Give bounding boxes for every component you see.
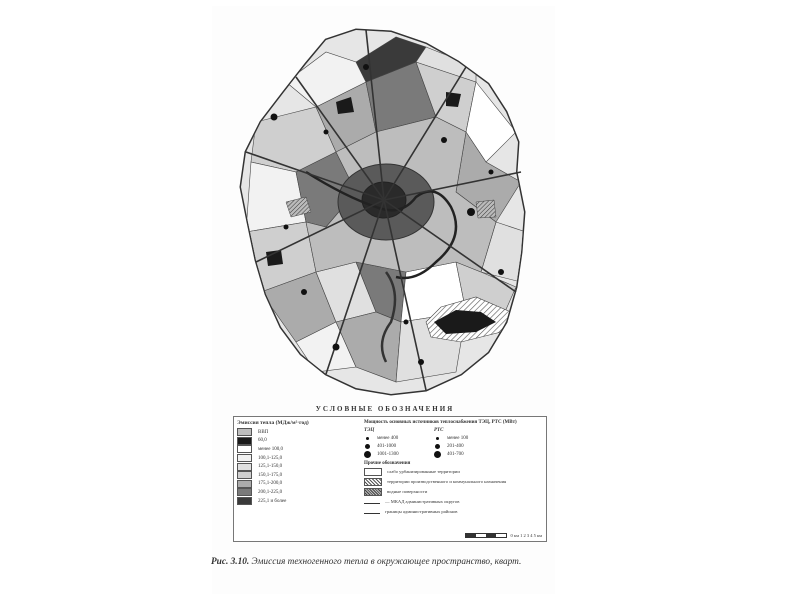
tec-size-dot — [366, 437, 369, 440]
rts-size-dot — [434, 451, 441, 458]
figure-number: Рис. 3.10. — [211, 557, 250, 567]
heat-class-swatch — [237, 497, 252, 505]
heat-emission-map — [226, 22, 542, 400]
scale-bar-line — [465, 533, 507, 538]
power-legend-header: Мощность основных источников теплоснабжения ТЭЦ, РТС (МВт) — [364, 420, 517, 425]
other-legend-header: Прочие обозначения — [364, 461, 411, 466]
tec-size-row — [364, 450, 434, 458]
power-columns — [364, 428, 542, 458]
other-symbol-swatch — [364, 488, 382, 496]
rts-size-row — [434, 442, 504, 450]
heat-class-swatch — [237, 445, 252, 453]
rts-size-label: 401-700 — [447, 451, 464, 457]
rts-size-label: менее 100 — [447, 435, 469, 441]
tec-column-header: ТЭЦ — [364, 428, 375, 433]
heat-class-row — [237, 454, 357, 463]
other-symbol-swatch — [364, 513, 380, 514]
other-symbol-label: — МКАД административных округов — [385, 499, 460, 504]
other-symbol-row — [364, 497, 542, 506]
heat-class-row — [237, 445, 357, 454]
other-symbols-list — [364, 467, 542, 516]
heat-class-row — [237, 471, 357, 480]
tec-size-label: менее 400 — [377, 435, 399, 441]
tec-size-list — [364, 434, 434, 458]
figure-caption-text: Эмиссия техногенного тепла в окружающее пространство, кварт. — [251, 557, 522, 567]
moscow-map-svg — [226, 22, 542, 400]
other-symbol-swatch — [364, 468, 382, 476]
rts-column-header: РТС — [434, 428, 444, 433]
heat-class-swatch — [237, 428, 252, 436]
tec-size-dot — [364, 451, 371, 458]
heat-class-row — [237, 437, 357, 446]
other-symbol-row — [364, 467, 542, 476]
rts-size-dot — [436, 437, 439, 440]
other-symbol-label: границы административных районов — [385, 509, 458, 514]
tec-size-label: 401-1000 — [377, 443, 397, 449]
heat-emission-legend — [237, 420, 357, 505]
heat-class-label: 125,1-150,0 — [258, 464, 283, 470]
other-symbol-label: слабо урбанизированные территории — [387, 469, 460, 474]
tec-size-label: 1001-1300 — [377, 451, 399, 457]
tec-size-dot — [365, 444, 370, 449]
heat-class-swatch — [237, 463, 252, 471]
legend-box — [233, 416, 547, 542]
rts-size-row — [434, 450, 504, 458]
tec-column — [364, 428, 434, 458]
power-sources-legend — [364, 420, 542, 517]
legend-title: УСЛОВНЫЕ ОБОЗНАЧЕНИЯ — [315, 405, 455, 413]
other-symbol-label: водные поверхности — [387, 489, 428, 494]
heat-class-label: 225,1 и более — [258, 498, 287, 504]
heat-class-label: 60,0 — [258, 438, 267, 444]
scale-bar — [465, 533, 542, 538]
heat-class-row — [237, 488, 357, 497]
rts-size-label: 201-400 — [447, 443, 464, 449]
other-symbol-swatch — [364, 503, 380, 504]
heat-class-row — [237, 480, 357, 489]
heat-class-row — [237, 497, 357, 506]
other-symbol-swatch — [364, 478, 382, 486]
heat-legend-header: Эмиссия тепла (МДж/м²·год) — [237, 420, 309, 426]
rts-size-list — [434, 434, 504, 458]
rts-column — [434, 428, 504, 458]
rts-size-row — [434, 434, 504, 442]
heat-class-label: ВВП — [258, 429, 269, 435]
heat-class-row — [237, 428, 357, 437]
heat-class-label: 100,1-125,0 — [258, 455, 283, 461]
heat-class-label: 150,1-175,0 — [258, 472, 283, 478]
heat-class-swatch — [237, 480, 252, 488]
heat-class-label: 200,1-225,0 — [258, 489, 283, 495]
heat-class-swatch — [237, 471, 252, 479]
other-symbol-row — [364, 487, 542, 496]
rts-size-dot — [435, 444, 440, 449]
tec-size-row — [364, 434, 434, 442]
figure-caption — [211, 556, 551, 569]
heat-class-list — [237, 428, 357, 505]
other-symbol-label: территории производственного и коммунального назначения — [387, 479, 507, 484]
scale-bar-text: 0 км 1 2 3 4 5 км — [510, 533, 542, 538]
other-symbol-row — [364, 507, 542, 516]
other-symbol-row — [364, 477, 542, 486]
heat-class-swatch — [237, 488, 252, 496]
heat-class-swatch — [237, 437, 252, 445]
heat-class-label: 175,1-200,0 — [258, 481, 283, 487]
heat-class-row — [237, 462, 357, 471]
heat-class-label: менее 100,0 — [258, 446, 283, 452]
heat-class-swatch — [237, 454, 252, 462]
tec-size-row — [364, 442, 434, 450]
